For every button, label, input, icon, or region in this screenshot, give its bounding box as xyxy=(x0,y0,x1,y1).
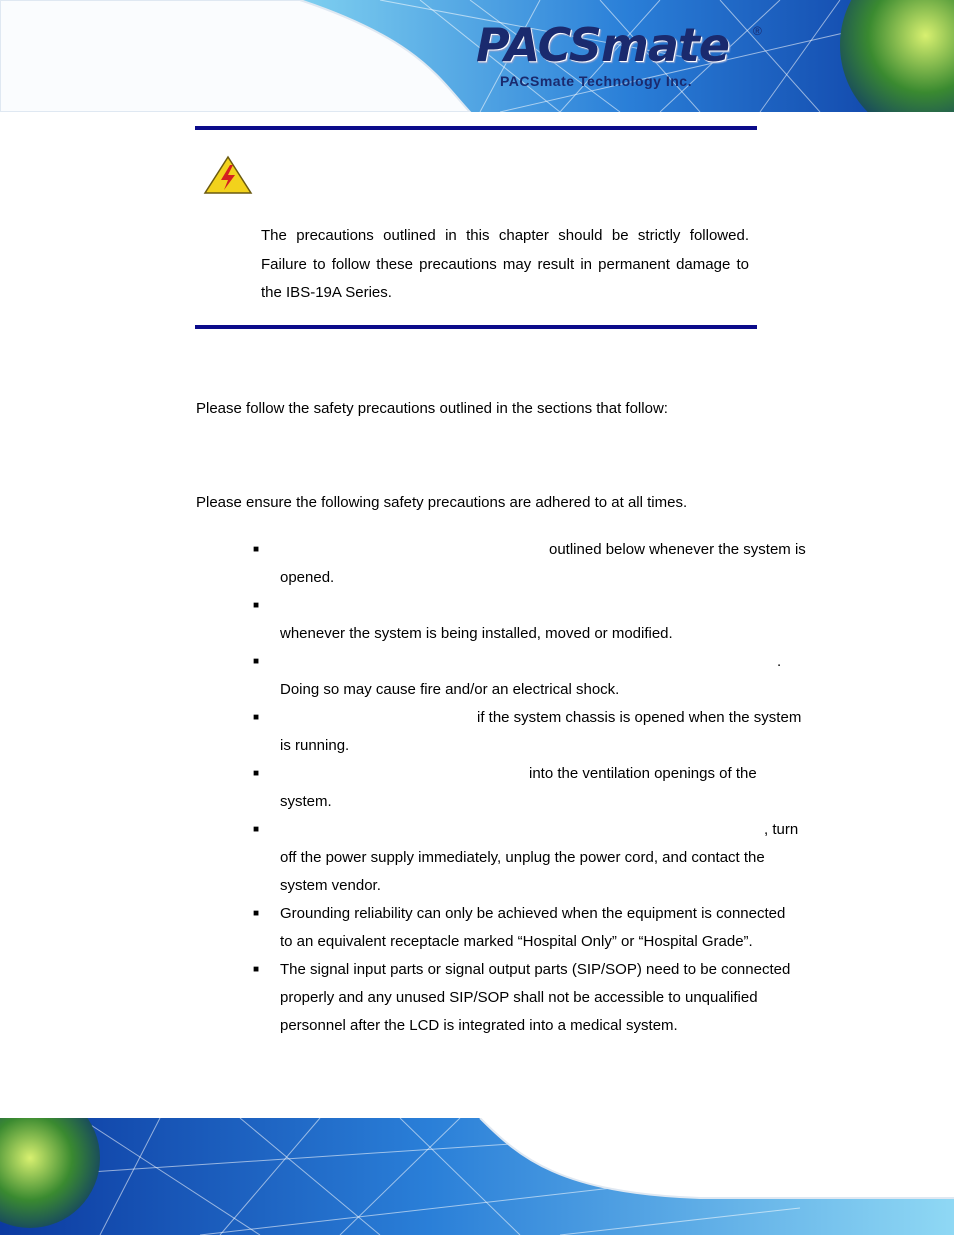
bullet-marker: ■ xyxy=(253,544,260,555)
warning-top-rule xyxy=(195,126,757,130)
list-item-text: outlined below whenever the system is xyxy=(549,541,806,558)
list-item-text: , turn xyxy=(764,821,799,838)
list-item xyxy=(250,760,820,816)
precautions-list xyxy=(250,536,820,1040)
bullet-marker: ■ xyxy=(253,656,260,667)
list-item xyxy=(250,816,820,900)
bullet-marker: ■ xyxy=(253,964,260,975)
list-item-text: whenever the system is being installed, moved or modified. xyxy=(280,625,673,642)
company-logo: PACSmate xyxy=(476,18,730,72)
list-item xyxy=(250,956,820,1040)
header-banner xyxy=(0,0,954,112)
list-item-text: . xyxy=(777,653,782,670)
warning-triangle-lightning-icon xyxy=(203,155,253,195)
general-precautions-intro: Please ensure the following safety precautions are adhered to at all times. xyxy=(196,494,688,511)
list-item-text: off the power supply immediately, unplug the power cord, and contact the xyxy=(280,849,765,866)
company-tagline: PACSmate Technology Inc. xyxy=(500,73,692,89)
footer-background-art xyxy=(0,1118,954,1235)
list-item-text: opened. xyxy=(280,569,335,586)
list-item-text: The signal input parts or signal output parts (SIP/SOP) need to be connected xyxy=(280,961,791,978)
bullet-marker: ■ xyxy=(253,768,260,779)
list-item xyxy=(250,648,820,704)
list-item-text: system. xyxy=(280,793,332,810)
list-item-text: Doing so may cause fire and/or an electrical shock. xyxy=(280,681,620,698)
footer-banner xyxy=(0,1118,954,1235)
intro-paragraph: Please follow the safety precautions outlined in the sections that follow: xyxy=(196,400,668,417)
list-item-text: if the system chassis is opened when the system xyxy=(477,709,802,726)
list-item-text: personnel after the LCD is integrated into a medical system. xyxy=(280,1017,678,1034)
list-item-text: Grounding reliability can only be achieved when the equipment is connected xyxy=(280,905,786,922)
list-item-text: into the ventilation openings of the xyxy=(529,765,757,782)
list-item xyxy=(250,704,820,760)
list-item-text: to an equivalent receptacle marked “Hospital Only” or “Hospital Grade”. xyxy=(280,933,753,950)
list-item xyxy=(250,592,820,648)
list-item-text xyxy=(280,592,820,620)
registered-mark: ® xyxy=(753,24,762,38)
bullet-marker: ■ xyxy=(253,824,260,835)
list-item-text: system vendor. xyxy=(280,877,381,894)
list-item-text: properly and any unused SIP/SOP shall not be accessible to unqualified xyxy=(280,989,758,1006)
list-item xyxy=(250,536,820,592)
list-item-text: is running. xyxy=(280,737,350,754)
bullet-marker: ■ xyxy=(253,712,260,723)
list-item xyxy=(250,900,820,956)
warning-bottom-rule xyxy=(195,325,757,329)
warning-text: The precautions outlined in this chapter should be strictly followed. Failure to follow these precautions may result in permanent damage to the IBS-19A Series. xyxy=(261,227,749,301)
bullet-marker: ■ xyxy=(253,600,260,611)
bullet-marker: ■ xyxy=(253,908,260,919)
